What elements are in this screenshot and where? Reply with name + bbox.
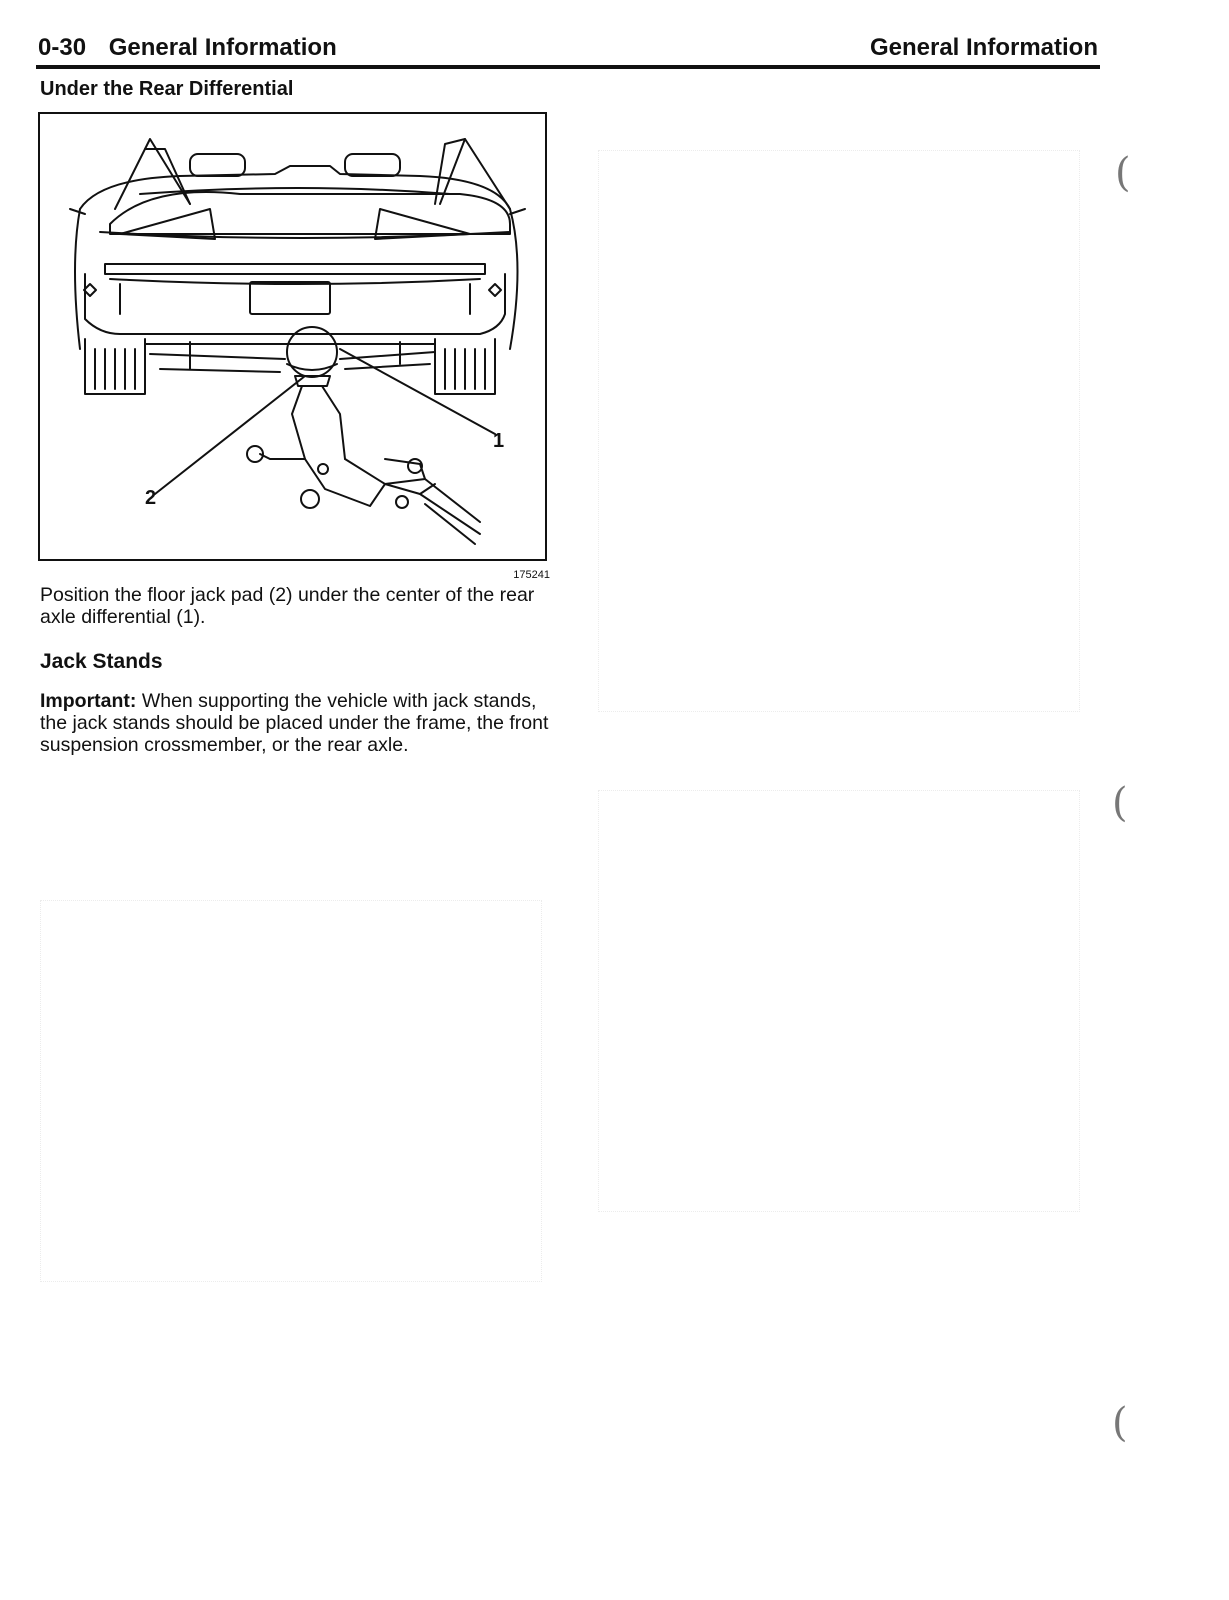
important-label: Important: — [40, 690, 137, 712]
margin-mark-1: ( — [1115, 150, 1131, 196]
figure-id: 175241 — [513, 569, 550, 581]
header-left-title: General Information — [108, 34, 337, 61]
callout-2-label: 2 — [145, 487, 157, 509]
header-rule — [36, 65, 1100, 69]
page-number: 0-30 — [38, 34, 87, 61]
bleed-through-right-top — [598, 150, 1080, 712]
page-header — [38, 32, 1098, 62]
callout-1-label: 1 — [493, 430, 505, 452]
important-text: When supporting the vehicle with jack stands, the jack stands should be placed under the frame, the front suspension crossmember, or the rear axle. — [40, 690, 549, 756]
paragraph-jack-position: Position the floor jack pad (2) under the center of the rear axle differential (1). — [40, 584, 535, 628]
car-jack-illustration — [40, 114, 545, 559]
header-left — [38, 34, 337, 62]
header-right-title: General Information — [869, 34, 1098, 61]
jack-stands-heading: Jack Stands — [40, 650, 163, 673]
margin-mark-3: ( — [1112, 1400, 1128, 1446]
important-note — [40, 690, 550, 756]
bleed-through-left — [40, 900, 542, 1282]
figure-illustration — [38, 112, 547, 561]
margin-mark-2: ( — [1112, 780, 1128, 826]
section-title: Under the Rear Differential — [40, 78, 294, 100]
bleed-through-right-bottom — [598, 790, 1080, 1212]
